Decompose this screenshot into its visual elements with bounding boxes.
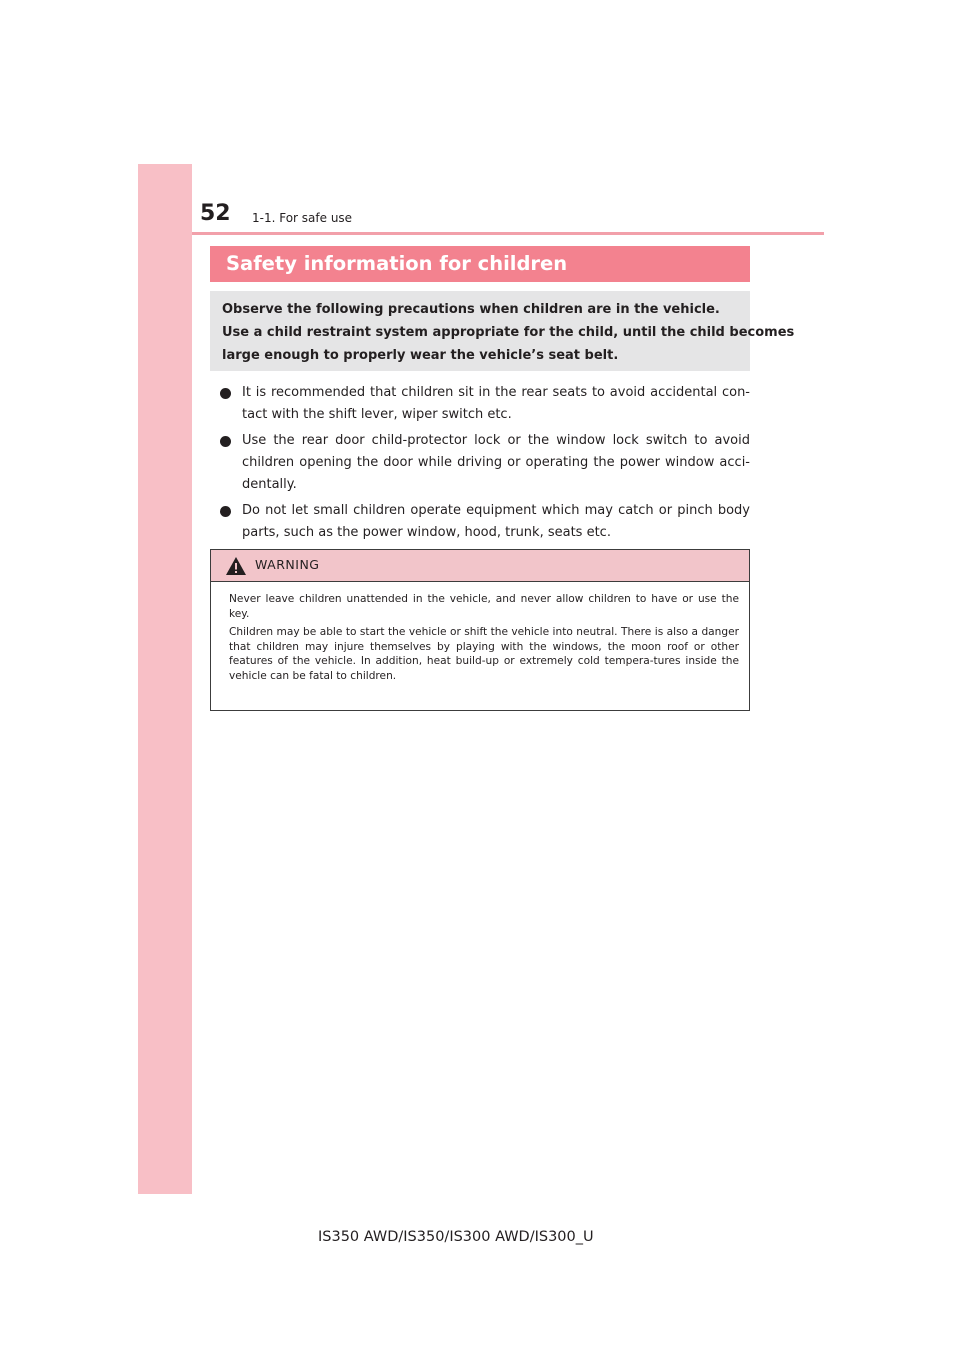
- intro-line: Use a child restraint system appropriate for the child, until the child becomes: [222, 325, 795, 340]
- list-item: [220, 382, 750, 426]
- page-number: 52: [200, 201, 231, 226]
- list-item-text: Use the rear door child-protector lock or the window lock switch to avoid children opening the door while driving or operating the power window acci-dentally.: [242, 433, 750, 492]
- intro-line: Observe the following precautions when children are in the vehicle.: [222, 302, 720, 317]
- intro-box: [210, 291, 795, 371]
- warning-header: [211, 550, 749, 582]
- page-title: Safety information for children: [226, 252, 568, 275]
- intro-line: large enough to properly wear the vehicle’s seat belt.: [222, 348, 619, 363]
- list-item-text: It is recommended that children sit in the rear seats to avoid accidental con-tact with the shift lever, wiper switch etc.: [242, 385, 750, 422]
- precaution-list: [220, 382, 750, 548]
- warning-triangle-icon: [225, 556, 247, 576]
- header-divider: [192, 232, 824, 235]
- warning-paragraph: Never leave children unattended in the vehicle, and never allow children to have or use the key.: [229, 593, 739, 620]
- warning-box: [210, 549, 750, 711]
- warning-label: WARNING: [255, 557, 320, 572]
- list-item-text: Do not let small children operate equipment which may catch or pinch body parts, such as the power window, hood, trunk, seats etc.: [242, 503, 750, 540]
- warning-paragraph: Children may be able to start the vehicle or shift the vehicle into neutral. There is also a danger that children may injure themselves by playing with the windows, the moon roof or other features of the vehicle. In addition, heat build-up or extremely cold tempera-tures inside the vehicle can be fatal to children.: [229, 626, 739, 682]
- side-color-band: [138, 164, 192, 1194]
- bullet-icon: [220, 388, 231, 399]
- list-item: [220, 500, 750, 544]
- section-label: 1-1. For safe use: [252, 211, 353, 225]
- bullet-icon: [220, 506, 231, 517]
- bullet-icon: [220, 436, 231, 447]
- list-item: [220, 430, 750, 496]
- footer-model-label: IS350 AWD/IS350/IS300 AWD/IS300_U: [318, 1229, 594, 1245]
- warning-body: [211, 582, 749, 683]
- section-title-bar: [210, 246, 750, 282]
